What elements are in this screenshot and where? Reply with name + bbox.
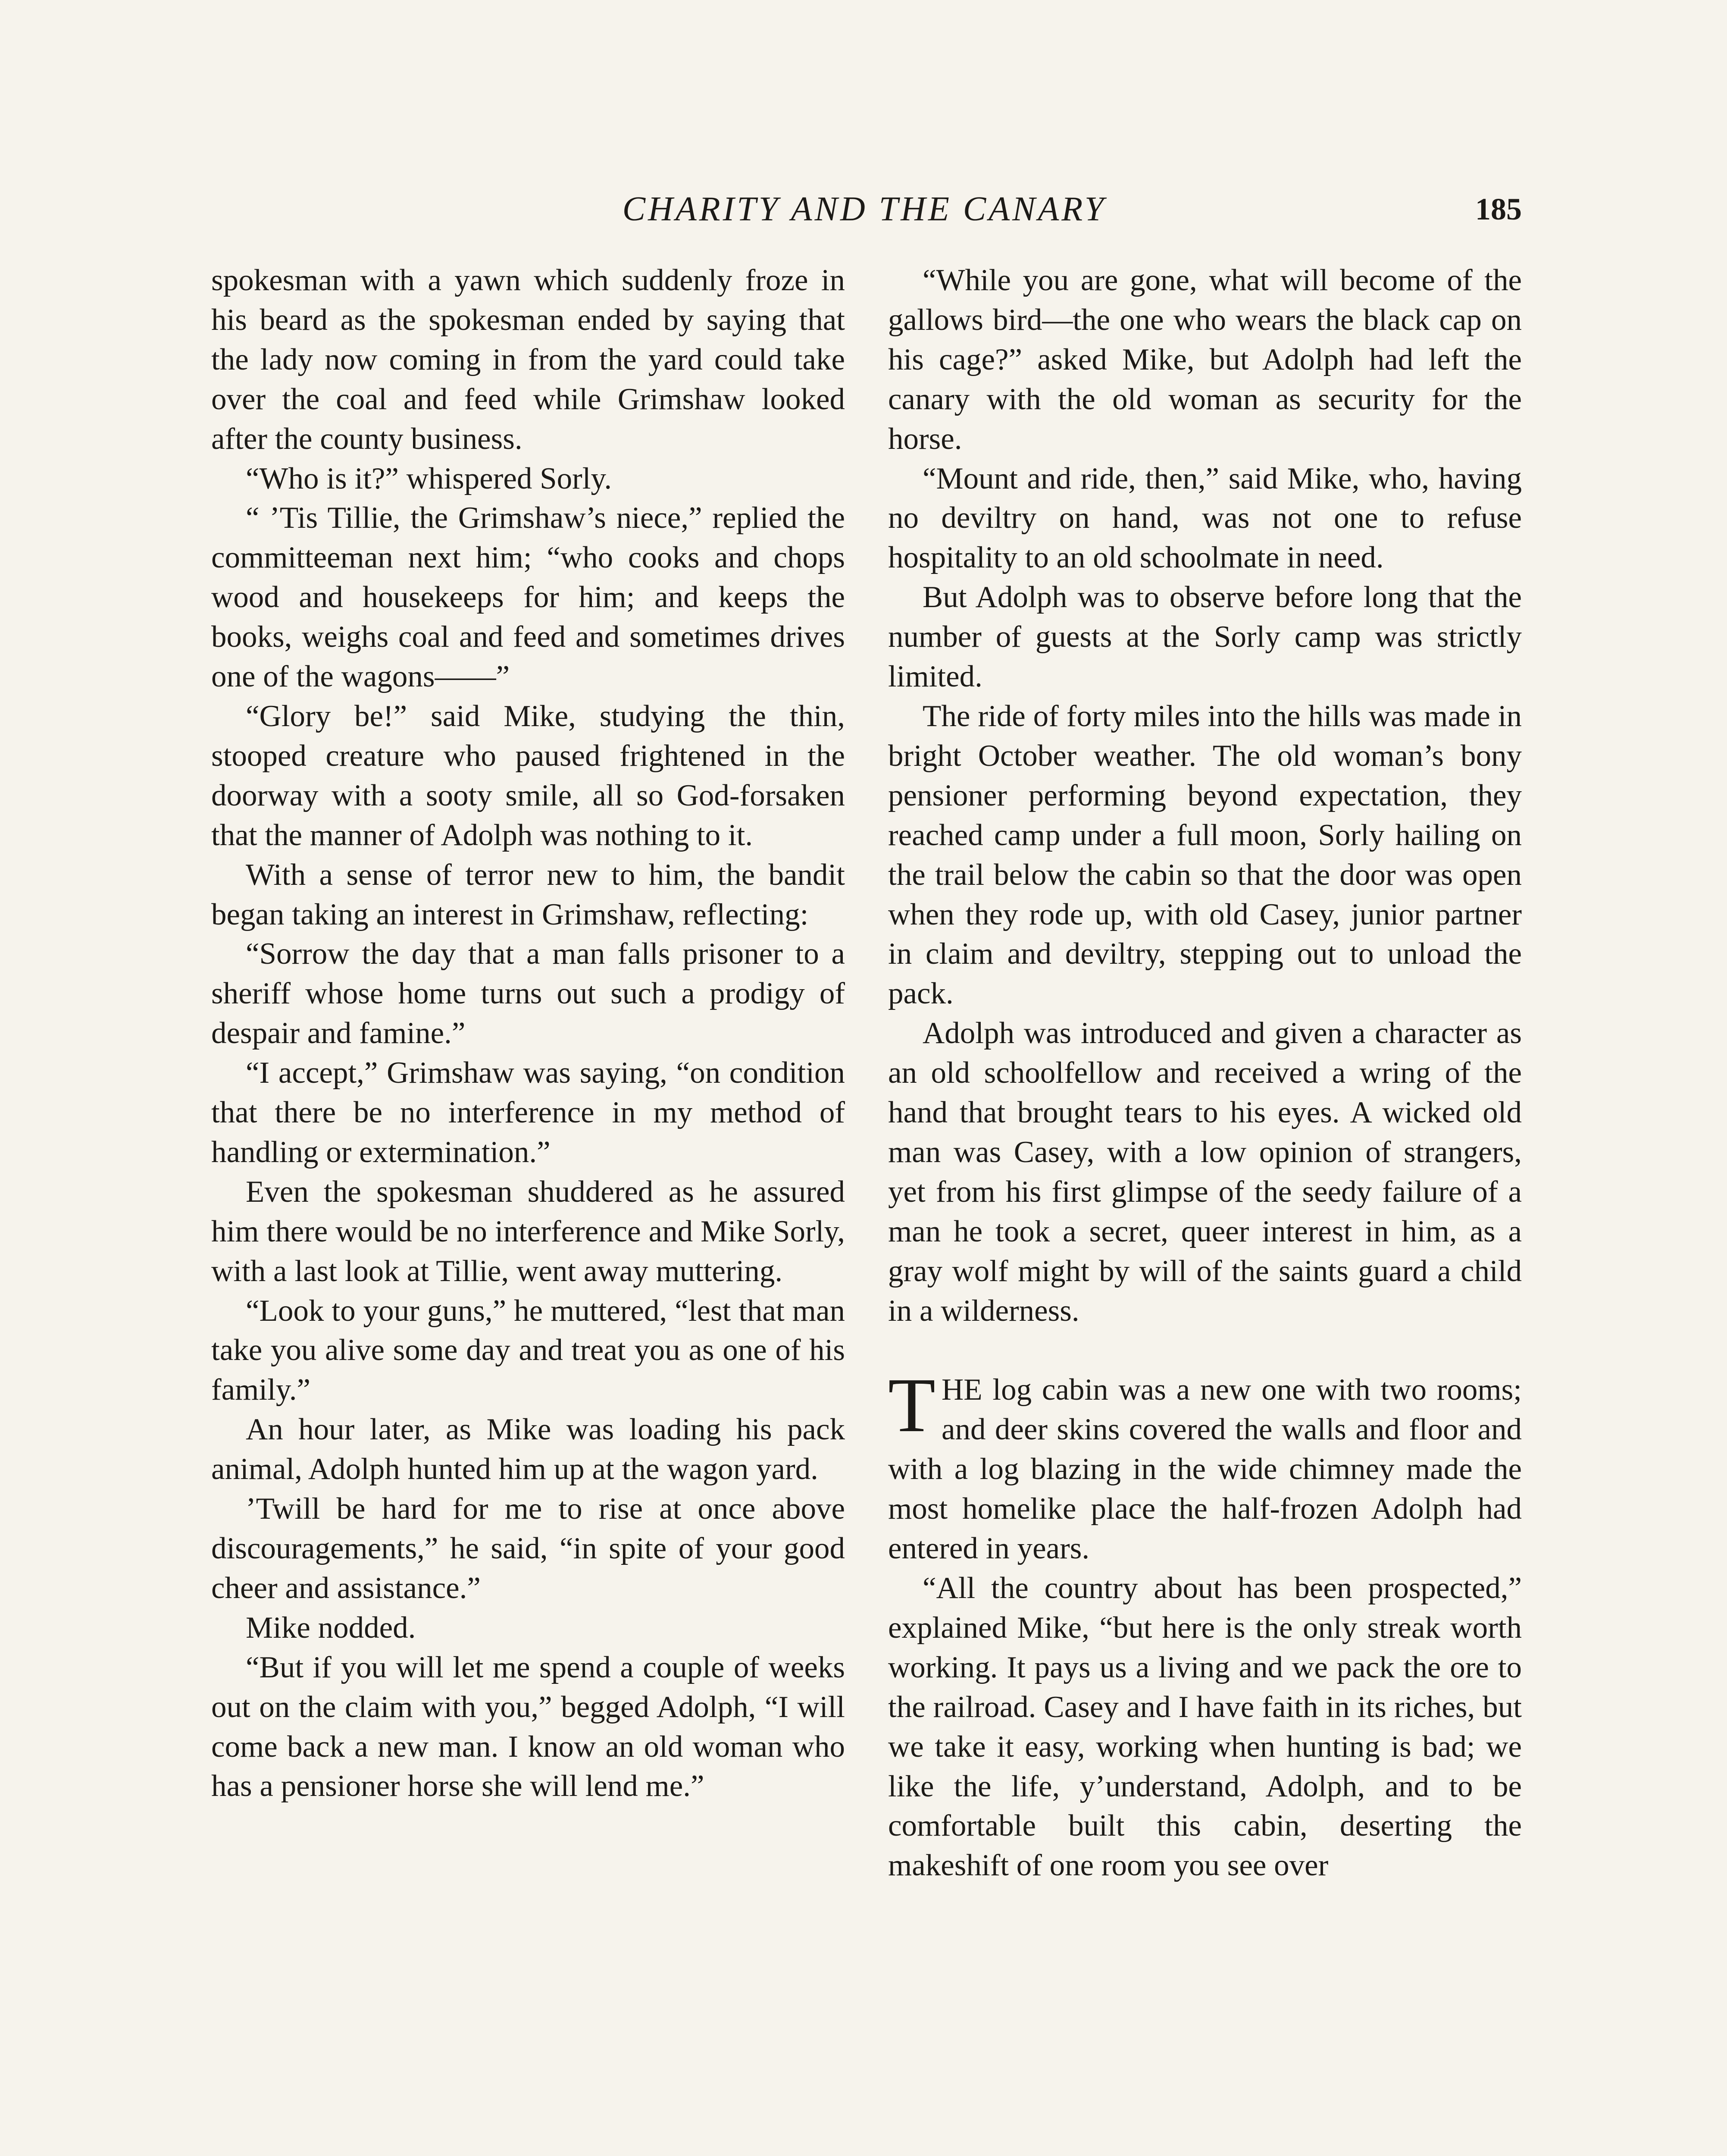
drop-cap: T xyxy=(888,1362,935,1448)
paragraph: With a sense of terror new to him, the bandit began taking an interest in Grimshaw, reflecting: xyxy=(211,858,845,931)
paragraph: But Adolph was to observe before long that the number of guests at the Sorly camp was strictly limited. xyxy=(888,580,1522,694)
paragraph: spokesman with a yawn which suddenly froze in his beard as the spokesman ended by saying that the lady now coming in from the yard could take over the coal and feed while Grimshaw looked after the county business. xyxy=(211,263,845,456)
right-column xyxy=(888,261,1522,1886)
section-paragraph-text: HE log cabin was a new one with two rooms; and deer skins covered the walls and floor and with a log blazing in the wide chimney made the most homelike place the half-frozen Adolph had entered in years. xyxy=(888,1373,1522,1566)
paragraph: “Mount and ride, then,” said Mike, who, having no deviltry on hand, was not one to refuse hospitality to an old schoolmate in need. xyxy=(888,461,1522,575)
paragraph: Mike nodded. xyxy=(246,1611,416,1645)
paragraph: “Glory be!” said Mike, studying the thin, stooped creature who paused frightened in the doorway with a sooty smile, all so God-forsaken that the manner of Adolph was nothing to it. xyxy=(211,699,845,852)
paragraph: “Look to your guns,” he muttered, “lest that man take you alive some day and treat you as one of his family.” xyxy=(211,1294,845,1407)
paragraph: Adolph was introduced and given a character as an old schoolfellow and received a wring of the hand that brought tears to his eyes. A wicked old man was Casey, with a low opinion of strangers, yet from his first glimpse of the seedy failure of a man he took a secret, queer interest in him, as a gray wolf might by will of the saints guard a child in a wilderness. xyxy=(888,1016,1522,1328)
paragraph: ’Twill be hard for me to rise at once above discouragements,” he said, “in spite of your good cheer and assistance.” xyxy=(211,1492,845,1605)
left-column xyxy=(211,261,845,1806)
page-number: 185 xyxy=(1475,192,1522,226)
running-title: CHARITY AND THE CANARY xyxy=(622,190,1107,228)
paragraph: “All the country about has been prospected,” explained Mike, “but here is the only streak worth working. It pays us a living and we pack the ore to the railroad. Casey and I have faith in its riches, but we take it easy, working when hunting is bad; we like the life, y’understand, Adolph, and to be comfortable built this cabin, deserting the makeshift of one room you see over xyxy=(888,1571,1522,1883)
paragraph: “Who is it?” whispered Sorly. xyxy=(246,461,612,495)
section-paragraph xyxy=(888,1362,1522,1569)
running-header xyxy=(207,181,1522,237)
paragraph: “While you are gone, what will become of the gallows bird—the one who wears the black cap on his cage?” asked Mike, but Adolph had left the canary with the old woman as security for the horse. xyxy=(888,263,1522,456)
paragraph: “But if you will let me spend a couple of weeks out on the claim with you,” begged Adolph, “I will come back a new man. I know an old woman who has a pensioner horse she will lend me.” xyxy=(211,1650,845,1803)
paragraph: “I accept,” Grimshaw was saying, “on condition that there be no interference in my method of handling or extermination.” xyxy=(211,1056,845,1169)
paragraph: “ ’Tis Tillie, the Grimshaw’s niece,” replied the committeeman next him; “who cooks and chops wood and housekeeps for him; and keeps the books, weighs coal and feed and sometimes drives one of the wagons——” xyxy=(211,501,845,694)
paragraph: “Sorrow the day that a man falls prisoner to a sheriff whose home turns out such a prodigy of despair and famine.” xyxy=(211,937,845,1050)
paragraph: Even the spokesman shuddered as he assured him there would be no interference and Mike Sorly, with a last look at Tillie, went away muttering. xyxy=(211,1175,845,1288)
paragraph: An hour later, as Mike was loading his pack animal, Adolph hunted him up at the wagon yard. xyxy=(211,1413,845,1486)
paragraph: The ride of forty miles into the hills was made in bright October weather. The old woman’s bony pensioner performing beyond expectation, they reached camp under a full moon, Sorly hailing on the trail below the cabin so that the door was open when they rode up, with old Casey, junior partner in claim and deviltry, stepping out to unload the pack. xyxy=(888,699,1522,1011)
